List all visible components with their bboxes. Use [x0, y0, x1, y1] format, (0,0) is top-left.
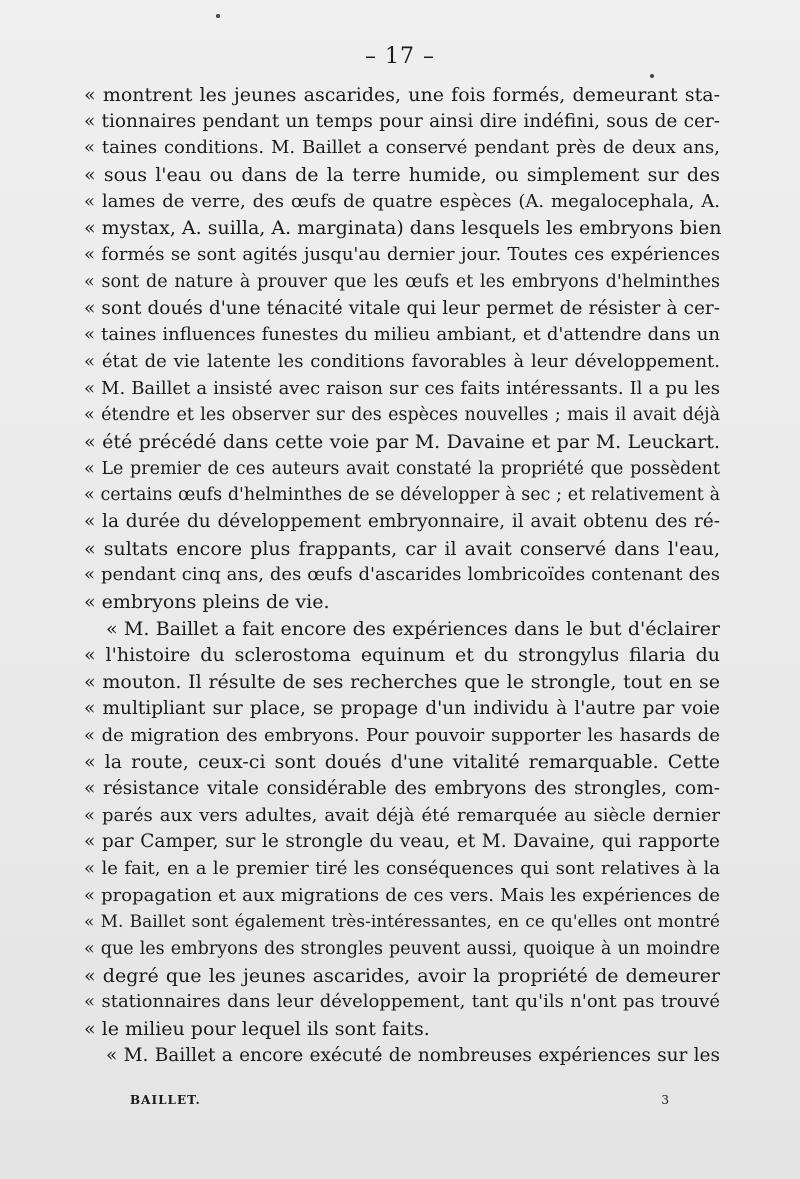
- text-line: « M. Baillet a fait encore des expériences dans le but d'éclairer: [106, 617, 720, 640]
- text-line: « montrent les jeunes ascarides, une fois formés, demeurant sta-: [84, 84, 720, 106]
- page-number: – 17 –: [365, 44, 435, 69]
- signature-mark: BAILLET.: [130, 1093, 201, 1107]
- text-line: « état de vie latente les conditions favorables à leur développement.: [84, 350, 720, 372]
- text-line: « résistance vitale considérable des embryons des strongles, com-: [84, 777, 720, 799]
- text-line: « que les embryons des strongles peuvent aussi, quoique à un moindre: [84, 939, 720, 959]
- text-line: « certains œufs d'helminthes de se développer à sec ; et relativement à: [84, 485, 720, 506]
- text-line: « sous l'eau ou dans de la terre humide, ou simplement sur des: [84, 164, 720, 187]
- text-line: « de migration des embryons. Pour pouvoir supporter les hasards de: [84, 724, 720, 746]
- text-line: « mystax, A. suilla, A. marginata) dans lesquels les embryons bien: [84, 217, 722, 240]
- text-line: « multipliant sur place, se propage d'un individu à l'autre par voie: [84, 697, 720, 719]
- text-line: « sultats encore plus frappants, car il avait conservé dans l'eau,: [84, 537, 720, 560]
- text-line: « pendant cinq ans, des œufs d'ascarides lombricoïdes contenant des: [84, 564, 720, 586]
- text-line: « propagation et aux migrations de ces vers. Mais les expériences de: [84, 884, 720, 906]
- text-line: « mouton. Il résulte de ses recherches que le strongle, tout en se: [84, 671, 720, 694]
- text-line: « M. Baillet sont également très-intéressantes, en ce qu'elles ont montré: [84, 912, 720, 933]
- text-line: « taines influences funestes du milieu ambiant, et d'attendre dans un: [84, 324, 720, 346]
- text-line: « la route, ceux-ci sont doués d'une vitalité remarquable. Cette: [84, 751, 720, 774]
- text-line: « degré que les jeunes ascarides, avoir la propriété de demeurer: [84, 964, 720, 987]
- text-line: « tionnaires pendant un temps pour ainsi dire indéfini, sous de cer-: [84, 110, 720, 132]
- text-line: « taines conditions. M. Baillet a conservé pendant près de deux ans,: [84, 137, 720, 159]
- text-line: « embryons pleins de vie.: [84, 591, 330, 614]
- text-line: « sont doués d'une ténacité vitale qui leur permet de résister à cer-: [84, 297, 720, 319]
- ink-speck: [650, 74, 654, 78]
- text-line: « M. Baillet a insisté avec raison sur ces faits intéressants. Il a pu les: [84, 377, 720, 399]
- text-line: « parés aux vers adultes, avait déjà été remarquée au siècle dernier: [84, 804, 720, 826]
- text-line: « M. Baillet a encore exécuté de nombreuses expériences sur les: [106, 1044, 720, 1066]
- text-line: « stationnaires dans leur développement, tant qu'ils n'ont pas trouvé: [84, 991, 720, 1013]
- text-line: « été précédé dans cette voie par M. Davaine et par M. Leuckart.: [84, 430, 720, 453]
- sheet-number: 3: [661, 1093, 670, 1107]
- text-line: « étendre et les observer sur des espèces nouvelles ; mais il avait déjà: [84, 405, 720, 426]
- ink-speck: [216, 14, 220, 18]
- text-line: « formés se sont agités jusqu'au dernier jour. Toutes ces expériences: [84, 244, 720, 266]
- text-line: « par Camper, sur le strongle du veau, et M. Davaine, qui rapporte: [84, 831, 720, 853]
- text-line: « l'histoire du sclerostoma equinum et du strongylus filaria du: [84, 644, 720, 667]
- text-line: « le fait, en a le premier tiré les conséquences qui sont relatives à la: [84, 857, 720, 879]
- text-line: « lames de verre, des œufs de quatre espèces (A. megalocephala, A.: [84, 190, 720, 212]
- text-line: « la durée du développement embryonnaire, il avait obtenu des ré-: [84, 511, 720, 532]
- text-line: « sont de nature à prouver que les œufs et les embryons d'helminthes: [84, 271, 720, 292]
- text-line: « le milieu pour lequel ils sont faits.: [84, 1018, 430, 1041]
- body-text: [84, 82, 720, 1069]
- text-line: « Le premier de ces auteurs avait constaté la propriété que possèdent: [84, 458, 720, 479]
